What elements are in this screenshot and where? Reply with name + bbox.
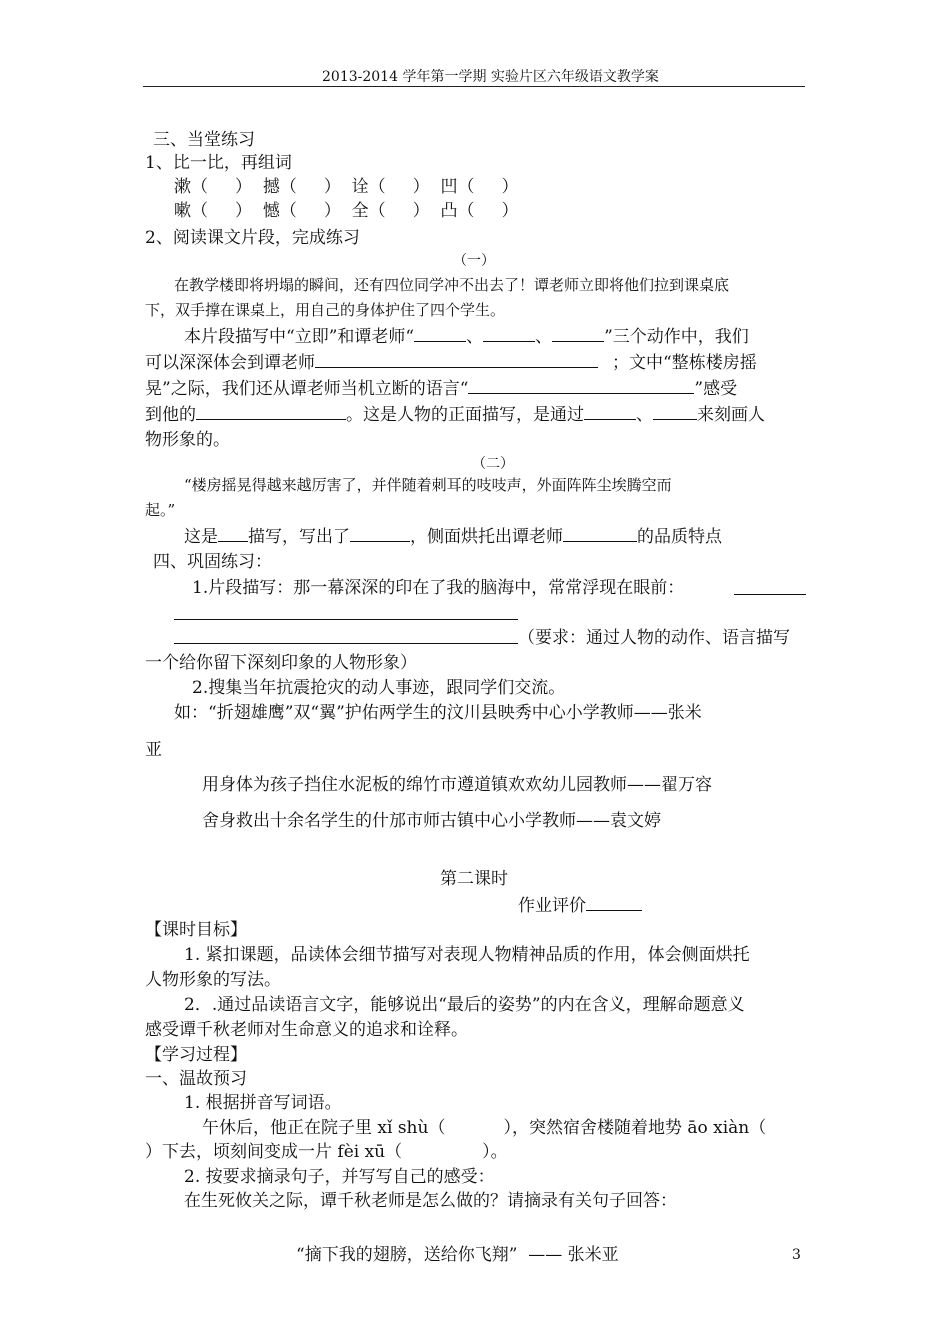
answer1-line4-text-a: 到他的 [145, 405, 196, 425]
example-1-cont: 亚 [145, 740, 162, 760]
section3-heading: 三、当堂练习 [153, 130, 255, 150]
passage2-line1: “楼房摇晃得越来越厉害了，并伴随着刺耳的吱吱声，外面阵阵尘埃腾空而 [184, 476, 672, 494]
answer1-line4 [145, 402, 765, 427]
pinyin-line2-b: ）。 [482, 1142, 508, 1162]
blank-action-2[interactable] [483, 324, 535, 342]
sep-1: 、 [466, 327, 484, 347]
blank-method-1[interactable] [584, 402, 636, 420]
answer2-line [184, 524, 722, 549]
header-rule [143, 86, 805, 87]
example-2: 用身体为孩子挡住水泥板的绵竹市遵道镇欢欢幼儿园教师——翟万容 [202, 775, 712, 795]
blank-written[interactable] [350, 524, 410, 542]
answer1-line3-text-b: ”感受 [694, 379, 738, 399]
goals-heading: 【课时目标】 [145, 920, 247, 940]
blank-quality[interactable] [196, 402, 346, 420]
answer1-line3-text-a: 晃”之际，我们还从谭老师当机立断的语言“ [145, 379, 469, 399]
passage1-label: （一） [453, 253, 495, 269]
s4-q1: 1.片段描写：那一幕深深的印在了我的脑海中，常常浮现在眼前： [192, 578, 685, 598]
goal-1: 1. 紧扣课题，品读体会细节描写对表现人物精神品质的作用，体会侧面烘托 [184, 945, 750, 965]
passage2-label: （二） [472, 456, 514, 472]
answer1-line1-text-a: 本片段描写中“立即”和谭老师“ [184, 327, 415, 347]
answer2-text-d: 的品质特点 [637, 527, 722, 547]
answer1-line2 [145, 350, 757, 375]
s3-q1-row1: 漱（ ） 撼（ ） 诠（ ） 凹（ ） [174, 177, 519, 197]
goal-2: 2．.通过品读语言文字，能够说出“最后的姿势”的内在含义，理解命题意义 [184, 995, 745, 1015]
pinyin-line2-a: ）下去，顷刻间变成一片 fèi xū（ [145, 1142, 403, 1162]
header-title: 2013-2014 学年第一学期 实验片区六年级语文教学案 [322, 69, 659, 85]
process-q2: 2. 按要求摘录句子，并写写自己的感受： [184, 1167, 495, 1187]
writing-line-3[interactable] [174, 643, 518, 644]
blank-action-1[interactable] [414, 324, 466, 342]
process-part1: 一、温故预习 [145, 1069, 247, 1089]
sep-2: 、 [535, 327, 553, 347]
s3-q1: 1、比一比，再组词 [145, 153, 292, 173]
homework-eval [518, 893, 642, 918]
answer1-line1 [184, 324, 749, 349]
answer2-text-a: 这是 [184, 527, 218, 547]
pinyin-line1 [202, 1116, 766, 1140]
pinyin-line1-b: ），突然宿舍楼随着地势 āo xiàn（ [503, 1118, 767, 1138]
sep-3: 、 [636, 405, 653, 425]
section4-heading: 四、巩固练习： [153, 552, 272, 572]
blank-method-2[interactable] [653, 402, 697, 420]
blank-desc-type[interactable] [218, 524, 248, 542]
passage1-line2: 下，双手撑在课桌上，用自己的身体护住了四个学生。 [145, 301, 506, 319]
pinyin-line2 [145, 1140, 508, 1164]
blank-trait[interactable] [563, 524, 637, 542]
answer1-line1-text-b: ”三个动作中，我们 [604, 327, 749, 347]
blank-quote[interactable] [468, 376, 694, 394]
writing-line-2[interactable] [174, 619, 518, 620]
goal-1-cont: 人物形象的写法。 [145, 970, 281, 990]
answer1-line5: 物形象的。 [145, 430, 230, 450]
passage1-line1: 在教学楼即将坍塌的瞬间，还有四位同学冲不出去了！谭老师立即将他们拉到课桌底 [174, 276, 730, 294]
answer1-line2-text-b: ；文中“整栋楼房摇 [612, 353, 757, 373]
pinyin-line1-a: 午休后，他正在院子里 xǐ shù（ [202, 1118, 446, 1138]
footer-quote: “摘下我的翅膀，送给你飞翔” —— 张米亚 [296, 1245, 619, 1265]
s4-q1-requirement-cont: 一个给你留下深刻印象的人物形象） [145, 653, 417, 673]
answer1-line2-text-a: 可以深深体会到谭老师 [145, 353, 315, 373]
blank-eval[interactable] [586, 893, 642, 911]
page-number: 3 [792, 1247, 801, 1263]
writing-line-1[interactable] [734, 594, 806, 595]
s3-q2: 2、阅读课文片段，完成练习 [145, 228, 360, 248]
passage2-line2: 起。” [145, 501, 176, 519]
blank-feeling[interactable] [315, 350, 598, 368]
homework-eval-label: 作业评价 [518, 896, 586, 916]
answer2-text-b: 描写，写出了 [248, 527, 350, 547]
process-heading: 【学习过程】 [145, 1045, 247, 1065]
s4-q1-requirement: （要求：通过人物的动作、语言描写 [518, 628, 790, 648]
answer2-text-c: ，侧面烘托出谭老师 [410, 527, 563, 547]
process-q1: 1. 根据拼音写词语。 [184, 1093, 342, 1113]
lesson2-title: 第二课时 [440, 869, 508, 889]
answer1-line3 [145, 376, 737, 401]
s4-q2: 2.搜集当年抗震抢灾的动人事迹，跟同学们交流。 [192, 678, 566, 698]
answer1-line4-text-d: 来刻画人 [697, 405, 765, 425]
example-1: 如：“折翅雄鹰”双“翼”护佑两学生的汶川县映秀中心小学教师——张米 [174, 703, 702, 723]
example-3: 舍身救出十余名学生的什邡市师古镇中心小学教师——袁文婷 [202, 811, 661, 831]
blank-action-3[interactable] [552, 324, 604, 342]
process-q2-line: 在生死攸关之际，谭千秋老师是怎么做的？请摘录有关句子回答： [184, 1191, 677, 1211]
s3-q1-row2: 嗽（ ） 憾（ ） 全（ ） 凸（ ） [174, 201, 519, 221]
goal-2-cont: 感受谭千秋老师对生命意义的追求和诠释。 [145, 1020, 468, 1040]
answer1-line4-text-b: 。这是人物的正面描写，是通过 [346, 405, 584, 425]
